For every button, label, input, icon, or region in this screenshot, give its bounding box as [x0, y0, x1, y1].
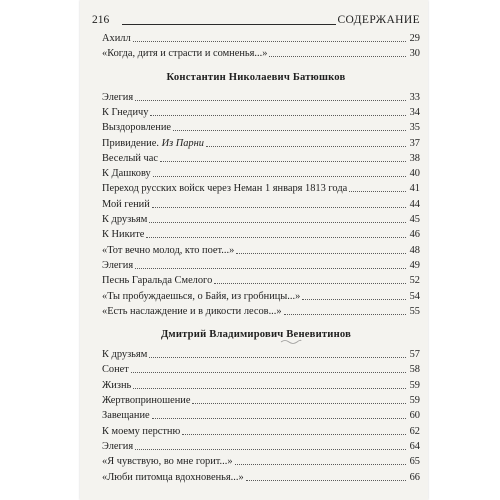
entry-title: К друзьям: [102, 214, 148, 225]
toc-entry[interactable]: [102, 32, 420, 45]
entry-page-number: 59: [409, 395, 420, 406]
entry-title: «Тот вечно молод, кто поет...»: [102, 244, 235, 256]
entry-title: «Я чувствую, во мне горит...»: [102, 456, 233, 468]
toc-entry[interactable]: [102, 167, 420, 180]
dot-leader: [152, 206, 406, 208]
entry-page-number: 34: [409, 106, 420, 118]
page-number: 216: [92, 14, 110, 26]
entry-page-number: 65: [409, 456, 420, 468]
book-page: [80, 0, 428, 500]
entry-title: Элегия: [102, 259, 134, 271]
dot-leader: [349, 190, 406, 192]
entry-page-number: 55: [409, 305, 420, 317]
toc-entry[interactable]: [102, 259, 420, 272]
toc-entry[interactable]: [102, 290, 420, 303]
entry-page-number: 57: [409, 349, 420, 361]
entry-page-number: 58: [409, 364, 420, 376]
entry-page-number: 37: [409, 137, 420, 149]
dot-leader: [150, 114, 406, 116]
dot-leader: [235, 463, 406, 465]
entry-page-number: 66: [409, 471, 420, 483]
entry-page-number: 60: [409, 410, 420, 422]
entry-page-number: 30: [409, 48, 420, 60]
dot-leader: [153, 175, 406, 177]
entry-page-number: 41: [409, 183, 420, 195]
author-heading: Дмитрий Владимирович Веневитинов: [160, 329, 352, 341]
dot-leader: [135, 448, 406, 450]
toc-entry[interactable]: [102, 213, 420, 226]
toc-entry[interactable]: [102, 363, 420, 376]
entry-title: Элегия: [102, 91, 134, 103]
toc-entry[interactable]: [102, 121, 420, 134]
entry-title: «Ты пробуждаешься, о Байя, из гробницы...»: [102, 290, 301, 302]
dot-leader: [146, 236, 406, 238]
toc-entry[interactable]: [102, 182, 420, 195]
dot-leader: [269, 55, 406, 57]
entry-title: Завещание: [102, 410, 150, 422]
author-heading: Константин Николаевич Батюшков: [166, 71, 346, 83]
entry-page-number: 33: [409, 91, 420, 103]
toc-entry[interactable]: [102, 152, 420, 165]
toc-entry[interactable]: [102, 198, 420, 211]
dot-leader: [131, 371, 406, 373]
toc-entry[interactable]: [102, 440, 420, 453]
toc-entry[interactable]: [102, 91, 420, 104]
entry-title: Ахилл: [102, 33, 131, 44]
entry-title: Жизнь: [102, 379, 132, 391]
entry-title: «Есть наслаждение и в дикости лесов...»: [102, 305, 282, 317]
toc-entry[interactable]: [102, 409, 420, 422]
dot-leader: [135, 99, 406, 101]
dot-leader: [133, 40, 406, 42]
dot-leader: [236, 252, 406, 254]
entry-page-number: 44: [409, 198, 420, 210]
entry-title: «Люби питомца вдохновенья...»: [102, 471, 244, 483]
entry-title: Переход русских войск через Неман 1 января 1813 года: [102, 183, 348, 195]
entry-title: «Когда, дитя и страсти и сомненья...»: [102, 48, 268, 60]
header-rule: [122, 24, 336, 25]
toc-entry[interactable]: [102, 228, 420, 241]
toc-entry[interactable]: [102, 47, 420, 60]
dot-leader: [152, 417, 406, 419]
dot-leader: [284, 313, 406, 315]
entry-page-number: 49: [409, 259, 420, 271]
entry-page-number: 46: [409, 229, 420, 241]
dot-leader: [160, 160, 406, 162]
entry-page-number: 40: [409, 168, 420, 180]
entry-page-number: 35: [409, 122, 420, 134]
entry-title: Элегия: [102, 440, 134, 452]
dot-leader: [182, 433, 406, 435]
dot-leader: [149, 356, 406, 358]
entry-page-number: 52: [409, 275, 420, 287]
ink-mark-icon: [280, 338, 302, 345]
dot-leader: [149, 221, 406, 223]
toc-entry[interactable]: [102, 274, 420, 287]
entry-title: Веселый час: [102, 152, 158, 164]
toc-entry[interactable]: [102, 394, 420, 407]
entry-title: Сонет: [102, 364, 129, 376]
entry-title: Песнь Гаральда Смелого: [102, 275, 213, 287]
toc-entry[interactable]: [102, 471, 420, 484]
entry-subtitle: Из Парни: [161, 137, 204, 149]
entry-title: К Никите: [102, 229, 145, 241]
entry-title: Мой гений: [102, 198, 150, 210]
entry-page-number: 38: [409, 152, 420, 164]
entry-page-number: 54: [409, 290, 420, 302]
dot-leader: [173, 129, 406, 131]
entry-page-number: 59: [409, 379, 420, 391]
section-title: СОДЕРЖАНИЕ: [337, 14, 420, 26]
entry-title: К Дашкову: [102, 168, 151, 180]
running-header: [92, 12, 420, 28]
entry-title: К моему перстню: [102, 425, 181, 437]
toc-entry[interactable]: [102, 137, 420, 150]
entry-page-number: 64: [409, 440, 420, 452]
toc-entry[interactable]: [102, 348, 420, 361]
entry-title: К друзьям: [102, 349, 148, 361]
entry-page-number: 62: [409, 425, 420, 437]
toc-entry[interactable]: [102, 106, 420, 119]
toc-entry[interactable]: [102, 455, 420, 468]
entry-page-number: 29: [409, 33, 420, 44]
dot-leader: [214, 282, 406, 284]
entry-page-number: 45: [409, 214, 420, 225]
entry-title: Жертвоприношение: [102, 395, 191, 406]
entry-title: Выздоровление: [102, 122, 171, 134]
dot-leader: [192, 402, 406, 404]
dot-leader: [135, 267, 406, 269]
dot-leader: [133, 387, 406, 389]
toc-entry[interactable]: [102, 305, 420, 318]
dot-leader: [206, 145, 406, 147]
entry-title: Привидение. Из Парни: [102, 137, 204, 149]
toc-entry[interactable]: [102, 244, 420, 257]
dot-leader: [302, 298, 406, 300]
entry-title: К Гнедичу: [102, 106, 149, 118]
dot-leader: [246, 479, 406, 481]
toc-entry[interactable]: [102, 379, 420, 392]
toc-entry[interactable]: [102, 425, 420, 438]
entry-page-number: 48: [409, 244, 420, 256]
